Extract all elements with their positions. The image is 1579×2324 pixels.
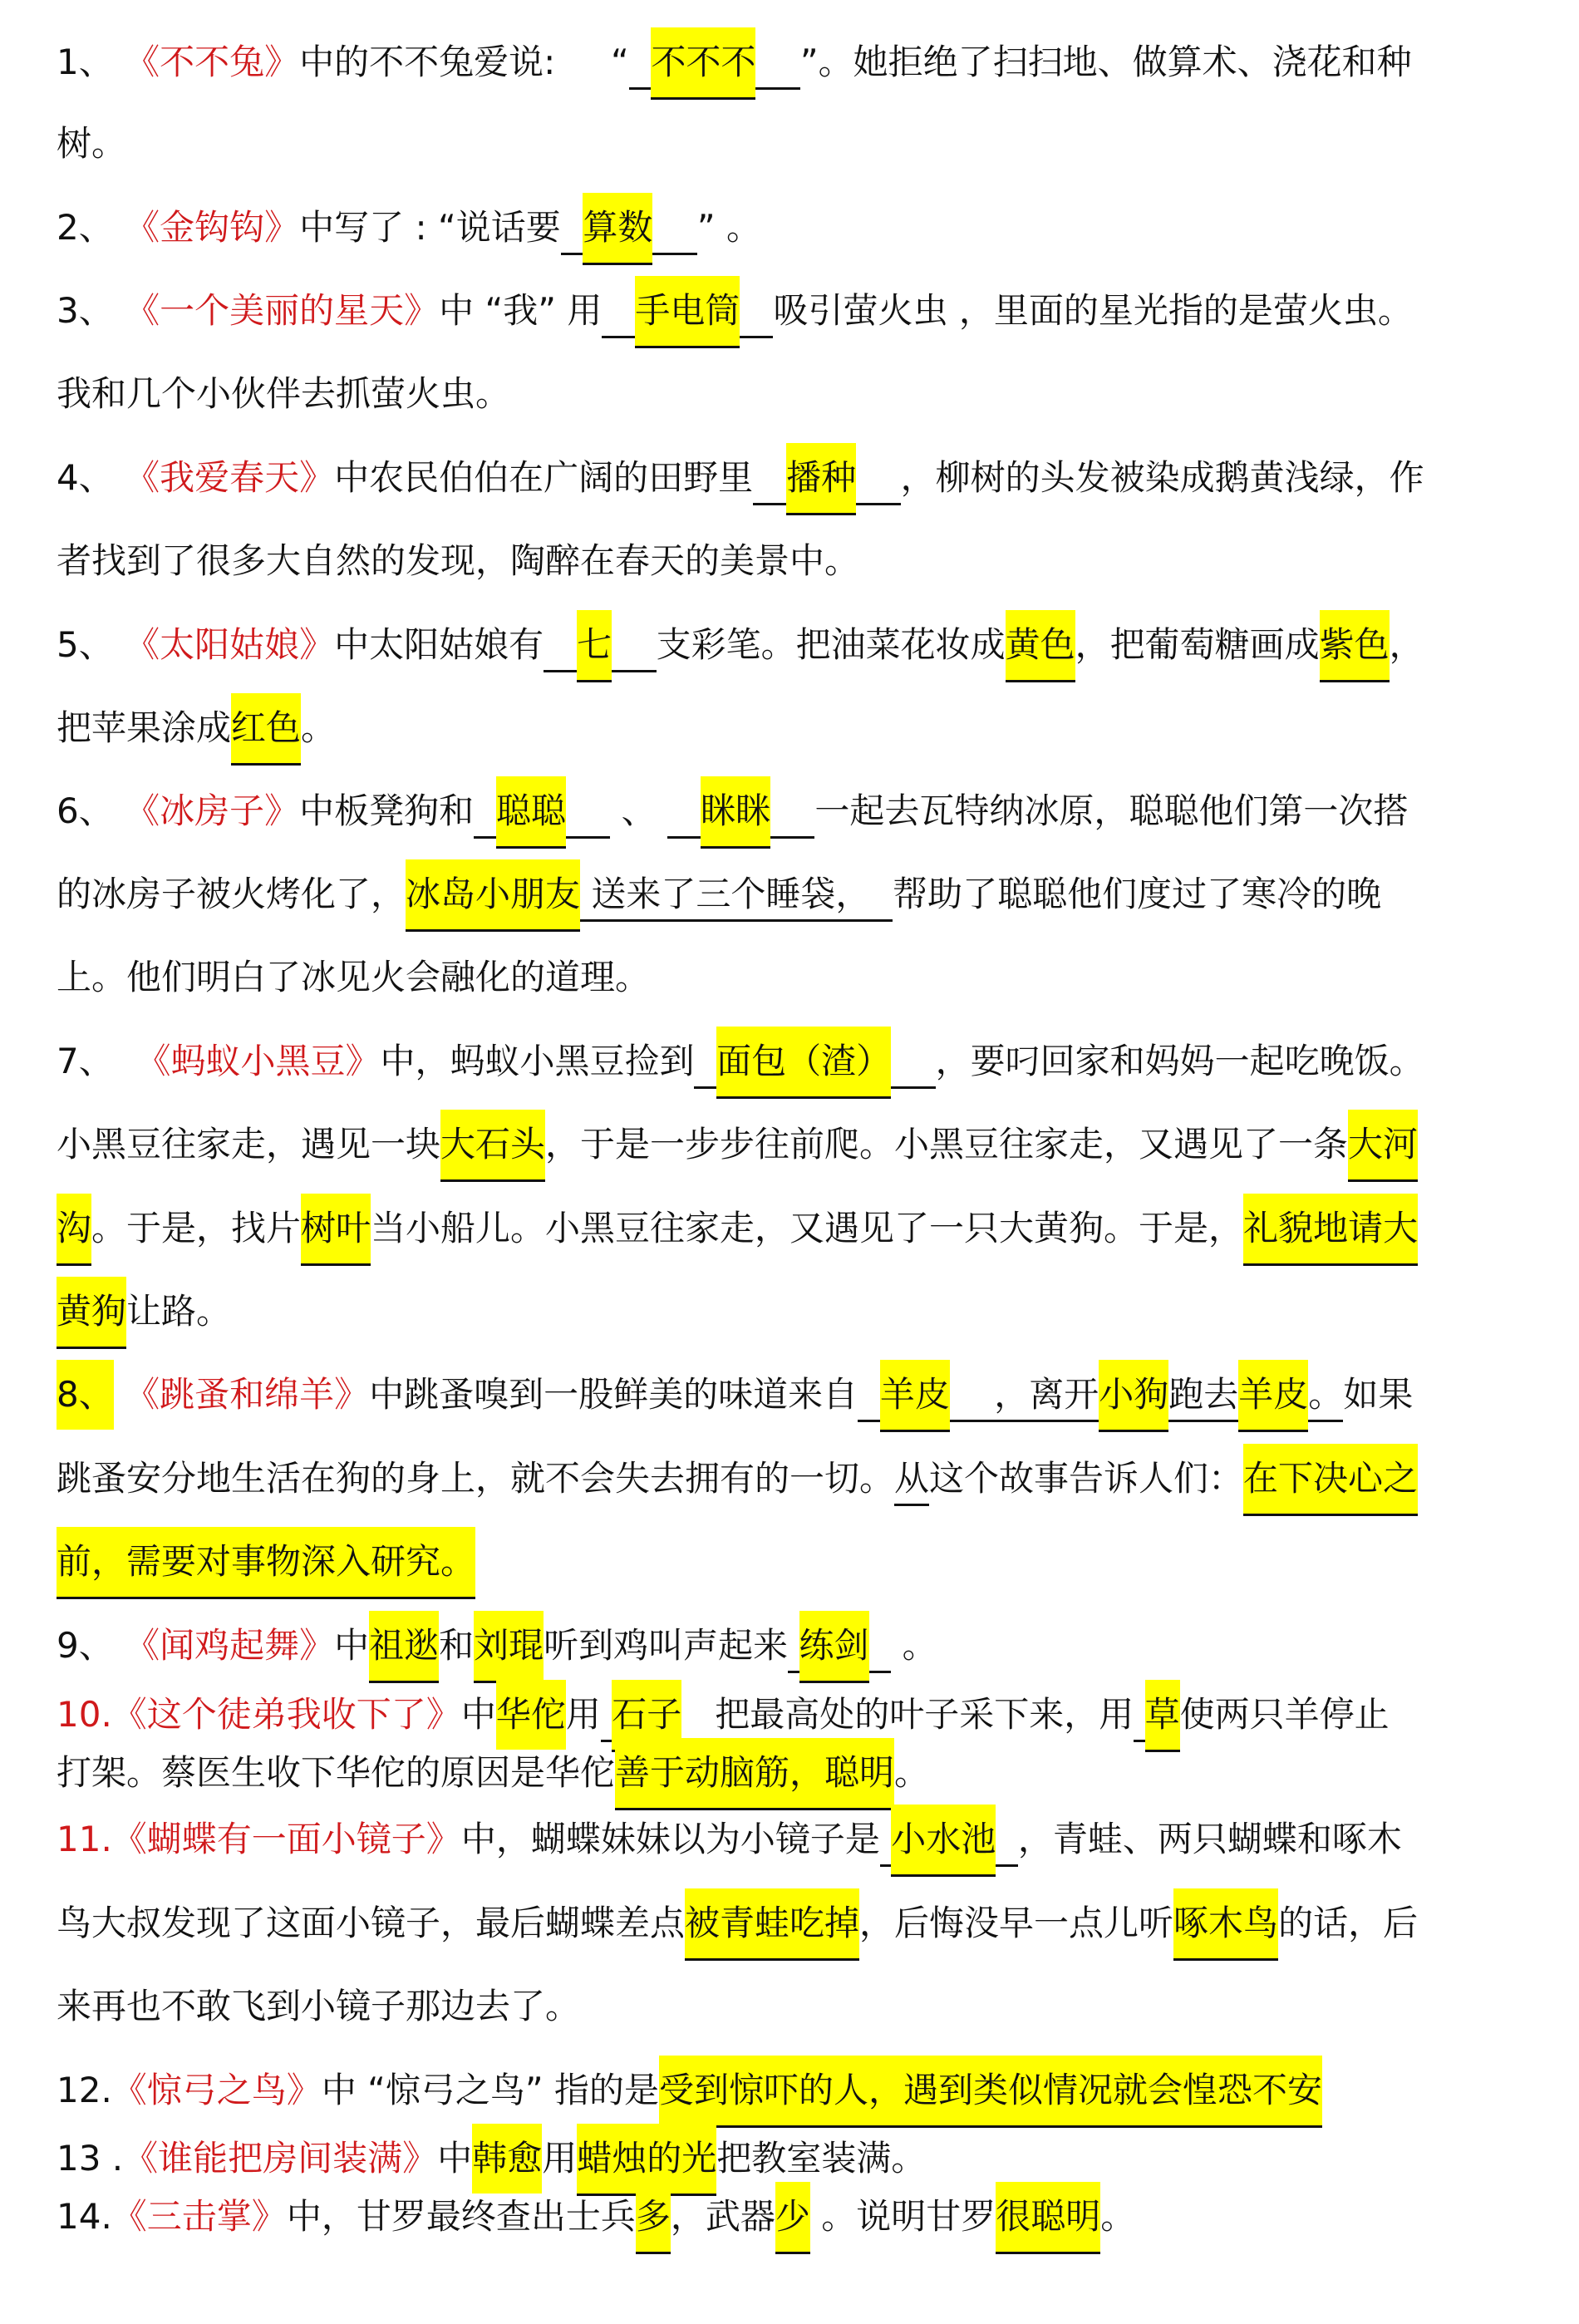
text-line <box>57 2134 926 2184</box>
text-line <box>57 1814 1402 1864</box>
text-segment: 小黑豆往家走，遇见一块 <box>57 1124 441 1164</box>
text-segment: 跳蚤安分地生活在狗的身上，就不会失去拥有的一切。 <box>57 1458 895 1499</box>
highlighted-answer: 大石头 <box>440 1110 545 1182</box>
text-segment: 帮助了聪聪他们度过了寒冷的晚 <box>893 874 1382 914</box>
text-segment: 中农民伯伯在广阔的田野里 <box>334 457 754 498</box>
text-segment: 。说明甘罗 <box>809 2196 996 2237</box>
item-number: 11. <box>57 1819 112 1859</box>
highlighted-answer: 算数 <box>583 193 652 265</box>
highlighted-answer: 树叶 <box>301 1194 371 1266</box>
text-segment: 把教室装满。 <box>716 2138 927 2179</box>
fill-blank <box>694 1036 716 1089</box>
fill-blank <box>753 453 786 505</box>
story-title: 《谁能把房间装满》 <box>123 2138 438 2179</box>
highlighted-answer: 七 <box>577 610 612 682</box>
text-segment: 吸引萤火虫 ，里面的星光指的是萤火虫。 <box>773 290 1413 331</box>
text-segment: 13 . <box>57 2138 124 2179</box>
highlighted-answer: 受到惊吓的人，遇到类似情况就会惶恐不安 <box>659 2056 1322 2128</box>
text-segment: 让路。 <box>126 1291 232 1332</box>
highlighted-answer: 小水池 <box>891 1805 996 1877</box>
story-title: 《一个美丽的星天》 <box>125 290 440 331</box>
story-title: 《闻鸡起舞》 <box>125 1625 335 1666</box>
fill-blank <box>601 1690 612 1742</box>
text-segment: 用 <box>542 2138 578 2179</box>
text-segment: ， <box>1389 624 1424 665</box>
text-line <box>57 1537 475 1587</box>
text-segment: 和 <box>439 1625 475 1666</box>
text-line <box>57 869 1381 919</box>
highlighted-answer: 刘琨 <box>474 1611 544 1683</box>
text-line <box>57 1898 1418 1948</box>
text-segment: 3、 <box>57 290 125 331</box>
item-number: 10. <box>57 1694 112 1735</box>
fill-blank <box>566 786 610 839</box>
highlighted-answer: 冰岛小朋友 <box>406 859 580 932</box>
text-line <box>57 1370 1413 1420</box>
text-segment: ，把葡萄糖画成 <box>1075 624 1320 665</box>
text-line <box>57 703 336 753</box>
text-line <box>57 1454 1418 1504</box>
text-segment: 的冰房子被火烤化了， <box>57 874 406 914</box>
text-line <box>57 453 1424 503</box>
fill-blank <box>544 620 577 672</box>
story-title: 《冰房子》 <box>125 790 300 831</box>
text-line <box>57 1748 929 1798</box>
text-segment: 中的不不兔爱说: “ <box>299 42 629 82</box>
highlighted-answer: 播种 <box>786 443 856 515</box>
highlighted-answer: 黄狗 <box>57 1277 126 1349</box>
text-segment: 打架。蔡医生收下华佗的原因是华佗 <box>57 1752 616 1793</box>
text-segment: 中，甘罗最终查出士兵 <box>286 2196 636 2237</box>
highlighted-answer: 礼貌地请大 <box>1243 1194 1418 1266</box>
text-segment: 12. <box>57 2070 112 2110</box>
highlighted-answer: 善于动脑筋，聪明 <box>615 1738 894 1810</box>
text-segment: 7、 <box>57 1041 136 1081</box>
fill-blank <box>629 37 652 90</box>
fill-blank <box>740 286 773 338</box>
fill-blank <box>652 203 696 255</box>
highlighted-answer: 大河 <box>1348 1110 1418 1182</box>
highlighted-answer: 面包（渣） <box>716 1027 891 1099</box>
fill-blank <box>681 1690 704 1742</box>
highlighted-answer: 红色 <box>231 693 301 766</box>
text-segment: 9、 <box>57 1625 125 1666</box>
underlined-text: ，离开 <box>950 1370 1099 1422</box>
text-segment: 树。 <box>57 123 127 164</box>
text-segment: 2、 <box>57 207 125 248</box>
fill-blank <box>474 786 496 839</box>
text-segment: 鸟大叔发现了这面小镜子，最后蝴蝶差点 <box>57 1903 686 1943</box>
story-title: 《这个徒弟我收下了》 <box>111 1694 461 1735</box>
text-line <box>57 1120 1418 1169</box>
text-line <box>57 1621 937 1671</box>
text-segment: ，青蛙、两只蝴蝶和啄木 <box>1017 1819 1402 1859</box>
highlighted-answer: 华佗 <box>496 1680 566 1750</box>
text-segment: 使两只羊停止 <box>1179 1694 1390 1735</box>
highlighted-answer: 紫色 <box>1320 610 1390 682</box>
text-line <box>57 1982 580 2031</box>
text-line <box>57 620 1424 670</box>
highlighted-answer: 练剑 <box>799 1611 869 1683</box>
text-segment: 、 <box>610 790 667 831</box>
text-line <box>57 1204 1418 1253</box>
text-segment: 6、 <box>57 790 125 831</box>
text-segment: 上。他们明白了冰见火会融化的道理。 <box>57 957 651 997</box>
text-line <box>57 1036 1424 1086</box>
story-title: 《太阳姑娘》 <box>125 624 335 665</box>
text-segment: 中，蝴蝶妹妹以为小镜子是 <box>460 1819 880 1859</box>
fill-blank <box>996 1814 1018 1867</box>
highlighted-answer: 韩愈 <box>472 2124 542 2194</box>
text-segment: 中 “我” 用 <box>439 290 603 331</box>
highlighted-answer: 很聪明 <box>996 2182 1100 2254</box>
highlighted-answer: 被青蛙吃掉 <box>685 1888 859 1961</box>
text-line <box>57 2066 1322 2115</box>
text-segment: 。 <box>301 707 337 748</box>
text-segment: 当小船儿。小黑豆往家走，又遇见了一只大黄狗。于是， <box>371 1208 1244 1248</box>
highlighted-answer: 在下决心之 <box>1243 1444 1418 1516</box>
fill-blank <box>770 786 814 839</box>
text-line <box>57 119 126 169</box>
highlighted-answer: 祖逖 <box>369 1611 439 1683</box>
underlined-text: 送来了三个睡袋， <box>580 869 893 922</box>
highlighted-answer: 啄木鸟 <box>1173 1888 1278 1961</box>
text-segment: 。 <box>894 1752 930 1793</box>
text-segment: ，武器 <box>670 2196 775 2237</box>
text-segment: 5、 <box>57 624 125 665</box>
text-segment: 中 <box>460 1694 496 1735</box>
text-segment: ，后悔没早一点儿听 <box>859 1903 1174 1943</box>
text-line <box>57 37 1412 87</box>
text-segment: 中太阳姑娘有 <box>334 624 544 665</box>
text-segment: 中 <box>437 2138 473 2179</box>
text-line <box>57 953 650 1002</box>
text-segment: 者找到了很多大自然的发现，陶醉在春天的美景中。 <box>57 540 860 581</box>
underlined-text: 。 <box>1308 1370 1343 1422</box>
fill-blank <box>869 1621 892 1673</box>
story-title: 《金钩钩》 <box>125 207 300 248</box>
fill-blank <box>755 37 799 90</box>
fill-blank <box>858 1370 880 1422</box>
highlighted-answer: 石子 <box>612 1680 681 1752</box>
text-segment: 中跳蚤嗅到一股鲜美的味道来自 <box>369 1374 858 1415</box>
text-line <box>57 1690 1390 1740</box>
highlighted-answer: 8、 <box>57 1360 114 1430</box>
text-segment: 1、 <box>57 42 125 82</box>
highlighted-answer: 黄色 <box>1006 610 1075 682</box>
highlighted-answer: 小狗 <box>1099 1360 1168 1432</box>
text-segment: ” 。 <box>696 207 761 248</box>
story-title: 《惊弓之鸟》 <box>111 2070 322 2110</box>
text-segment: 14. <box>57 2196 112 2237</box>
text-segment: 。 <box>891 1625 937 1666</box>
story-title: 《我爱春天》 <box>125 457 335 498</box>
text-segment: 中 “惊弓之鸟” 指的是 <box>321 2070 660 2110</box>
text-segment: 中板凳狗和 <box>299 790 475 831</box>
highlighted-answer: 不不不 <box>651 27 755 100</box>
fill-blank <box>1134 1690 1144 1742</box>
highlighted-answer: 草 <box>1145 1680 1180 1752</box>
highlighted-answer: 前，需要对事物深入研究。 <box>57 1527 475 1599</box>
text-line <box>57 1287 231 1337</box>
highlighted-answer: 多 <box>636 2182 671 2254</box>
underlined-text: 从 <box>894 1454 929 1506</box>
text-segment: 来再也不敢飞到小镜子那边去了。 <box>57 1986 581 2026</box>
text-segment: ，要叼回家和妈妈一起吃晚饭。 <box>935 1041 1424 1081</box>
text-segment: ，于是一步步往前爬。小黑豆往家走，又遇见了一条 <box>545 1124 1349 1164</box>
text-segment: 把最高处的叶子采下来，用 <box>703 1694 1134 1735</box>
text-segment: 。于是，找片 <box>91 1208 302 1248</box>
text-segment: 我和几个小伙伴去抓萤火虫。 <box>57 373 511 414</box>
highlighted-answer: 少 <box>775 2182 810 2254</box>
text-segment: 的话，后 <box>1278 1903 1419 1943</box>
text-segment: 中 <box>334 1625 370 1666</box>
highlighted-answer: 沟 <box>57 1194 91 1266</box>
text-segment: ”。她拒绝了扫扫地、做算术、浇花和种 <box>799 42 1412 82</box>
highlighted-answer: 羊皮 <box>880 1360 950 1432</box>
story-title: 《跳蚤和绵羊》 <box>125 1374 370 1415</box>
text-segment: 4、 <box>57 457 125 498</box>
highlighted-answer: 眯眯 <box>701 776 770 849</box>
text-segment: 中写了 : “说话要 <box>299 207 561 248</box>
text-line <box>57 369 510 419</box>
text-segment: 一起去瓦特纳冰原，聪聪他们第一次搭 <box>814 790 1409 831</box>
fill-blank <box>561 203 583 255</box>
highlighted-answer: 羊皮 <box>1238 1360 1308 1432</box>
text-segment: 如果 <box>1343 1374 1414 1415</box>
underlined-text: 跑去 <box>1168 1370 1238 1422</box>
text-segment <box>114 1370 125 1420</box>
text-segment: 中，蚂蚁小黑豆捡到 <box>380 1041 695 1081</box>
text-line <box>57 786 1408 836</box>
text-segment: 听到鸡叫声起来 <box>544 1625 789 1666</box>
story-title: 《蝴蝶有一面小镜子》 <box>111 1819 461 1859</box>
text-line <box>57 286 1413 336</box>
text-line <box>57 203 761 253</box>
fill-blank <box>880 1814 891 1867</box>
text-line <box>57 536 859 586</box>
text-segment: 把苹果涂成 <box>57 707 232 748</box>
fill-blank <box>891 1036 935 1089</box>
highlighted-answer: 聪聪 <box>496 776 566 849</box>
story-title: 《不不兔》 <box>125 42 300 82</box>
fill-blank <box>788 1621 799 1673</box>
text-segment: ，柳树的头发被染成鹅黄浅绿，作 <box>900 457 1424 498</box>
text-segment: 支彩笔。把油菜花妆成 <box>656 624 1006 665</box>
highlighted-answer: 手电筒 <box>635 276 740 348</box>
fill-blank <box>612 620 656 672</box>
fill-blank <box>667 786 701 839</box>
text-segment: 这个故事告诉人们： <box>929 1458 1244 1499</box>
fill-blank <box>856 453 900 505</box>
fill-blank <box>602 286 635 338</box>
story-title: 《蚂蚁小黑豆》 <box>135 1041 381 1081</box>
text-segment: 。 <box>1100 2196 1136 2237</box>
story-title: 《三击掌》 <box>111 2196 287 2237</box>
highlighted-answer: 蜡烛的光 <box>577 2124 716 2196</box>
text-segment: 用 <box>565 1694 601 1735</box>
text-line <box>57 2192 1135 2242</box>
